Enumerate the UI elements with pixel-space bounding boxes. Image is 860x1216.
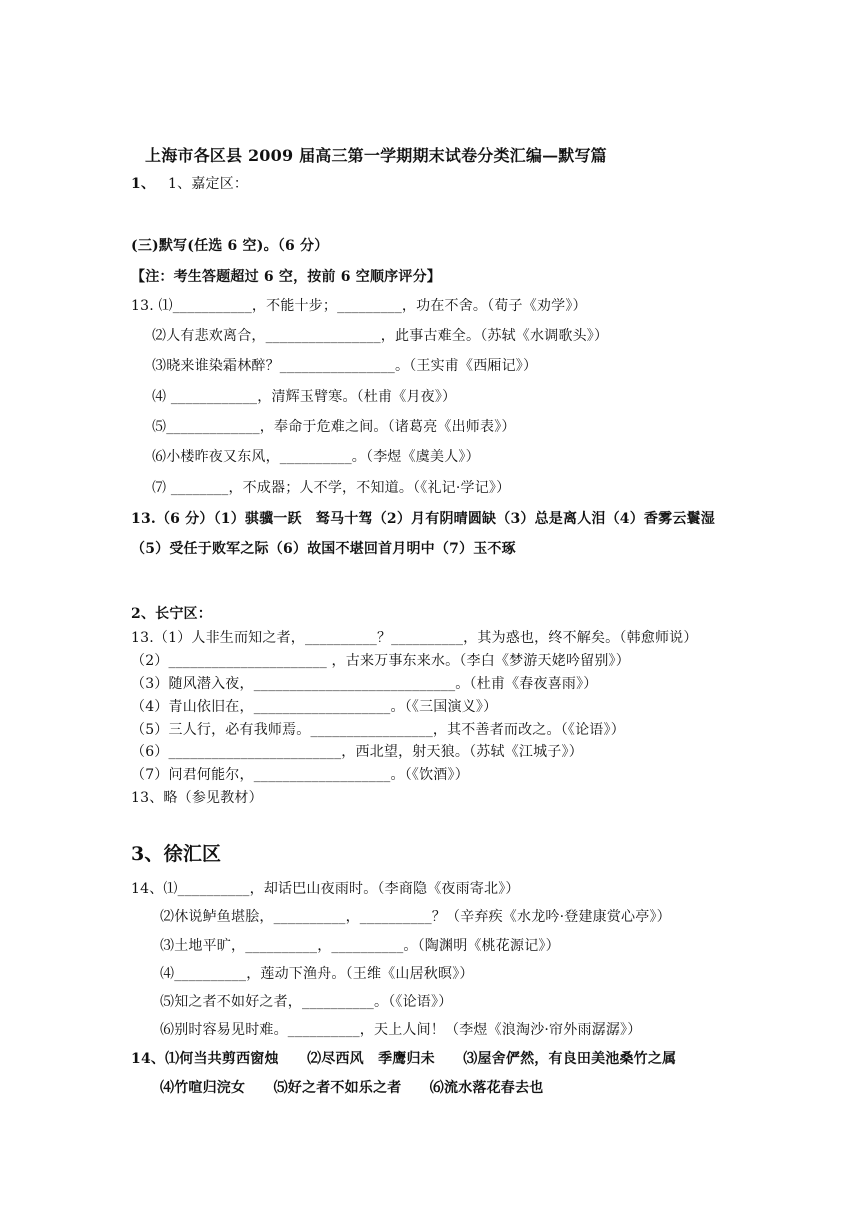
s1-q4: ⑷ ____________，清辉玉臂寒。（杜甫《月夜》） — [152, 389, 457, 405]
s1-q1: 13. ⑴___________，不能十步；_________，功在不舍。（荀子《劝学》） — [131, 298, 587, 314]
s3-q1: 14、⑴__________，却话巴山夜雨时。（李商隐《夜雨寄北》） — [131, 881, 520, 897]
s3-answer-line-1: 14、⑴何当共剪西窗烛 ⑵尽西风 季鹰归未 ⑶屋舍俨然，有良田美池桑竹之属 — [131, 1051, 677, 1067]
s1-answer-line-2: （5）受任于败军之际（6）故国不堪回首月明中（7）玉不琢 — [131, 541, 516, 557]
section-1-heading: 1、嘉定区： — [168, 176, 249, 192]
s1-q5: ⑸_____________，奉命于危难之间。（诸葛亮《出师表》） — [152, 419, 516, 435]
section-1-subheading: (三)默写(任选 6 空)。（6 分） — [131, 238, 329, 254]
s2-answer: 13、略（参见教材） — [131, 790, 263, 806]
s1-q7: ⑺ ________，不成器；人不学，不知道。（《礼记·学记》） — [152, 480, 511, 496]
s3-q3: ⑶土地平旷，__________，__________。（陶渊明《桃花源记》） — [160, 938, 560, 954]
s3-q4: ⑷__________，莲动下渔舟。（王维《山居秋暝》） — [160, 966, 474, 982]
s2-q6: （6）________________________，西北望，射天狼。（苏轼《江城子》） — [131, 744, 583, 760]
document-title: 上海市各区县 2009 届高三第一学期期末试卷分类汇编—默写篇 — [145, 146, 607, 165]
s2-q1: 13.（1）人非生而知之者，__________？__________，其为惑也，终不解矣。（韩愈师说） — [131, 630, 698, 646]
section-1-number: 1、 — [131, 176, 156, 192]
s1-q2: ⑵人有悲欢离合，________________，此事古难全。（苏轼《水调歌头》） — [152, 328, 609, 344]
s3-q5: ⑸知之者不如好之者，__________。（《论语》） — [160, 994, 453, 1010]
section-1-note: 【注：考生答题超过 6 空，按前 6 空顺序评分】 — [131, 269, 441, 285]
s3-answer-line-2: ⑷竹喧归浣女 ⑸好之者不如乐之者 ⑹流水落花春去也 — [160, 1080, 544, 1096]
s3-q6: ⑹别时容易见时难。__________，天上人间！（李煜《浪淘沙·帘外雨潺潺》） — [160, 1022, 642, 1038]
s2-q4: （4）青山依旧在，___________________。（《三国演义》） — [131, 699, 498, 715]
s1-answer-line-1: 13.（6 分）（1）骐骥一跃 驽马十驾（2）月有阴晴圆缺（3）总是离人泪（4）香雾云鬟湿 — [131, 511, 715, 527]
s1-q6: ⑹小楼昨夜又东风，__________。（李煜《虞美人》） — [152, 449, 480, 465]
s3-q2: ⑵休说鲈鱼堪脍，__________，__________？（辛弃疾《水龙吟·登建康赏心亭》） — [160, 909, 671, 925]
s2-q3: （3）随风潜入夜，____________________________。（杜甫《春夜喜雨》） — [131, 676, 598, 692]
section-3-heading: 3、徐汇区 — [131, 843, 222, 865]
s2-q7: （7）问君何能尔，___________________。（《饮酒》） — [131, 767, 469, 783]
s2-q5: （5）三人行，必有我师焉。_________________，其不善者而改之。（《论语》） — [131, 722, 625, 738]
s2-q2: （2）______________________ ，古来万事东来水。（李白《梦游天姥吟留别》） — [131, 653, 630, 669]
section-2-heading: 2、长宁区： — [131, 606, 212, 622]
s1-q3: ⑶晓来谁染霜林醉？________________。（王实甫《西厢记》） — [152, 358, 538, 374]
